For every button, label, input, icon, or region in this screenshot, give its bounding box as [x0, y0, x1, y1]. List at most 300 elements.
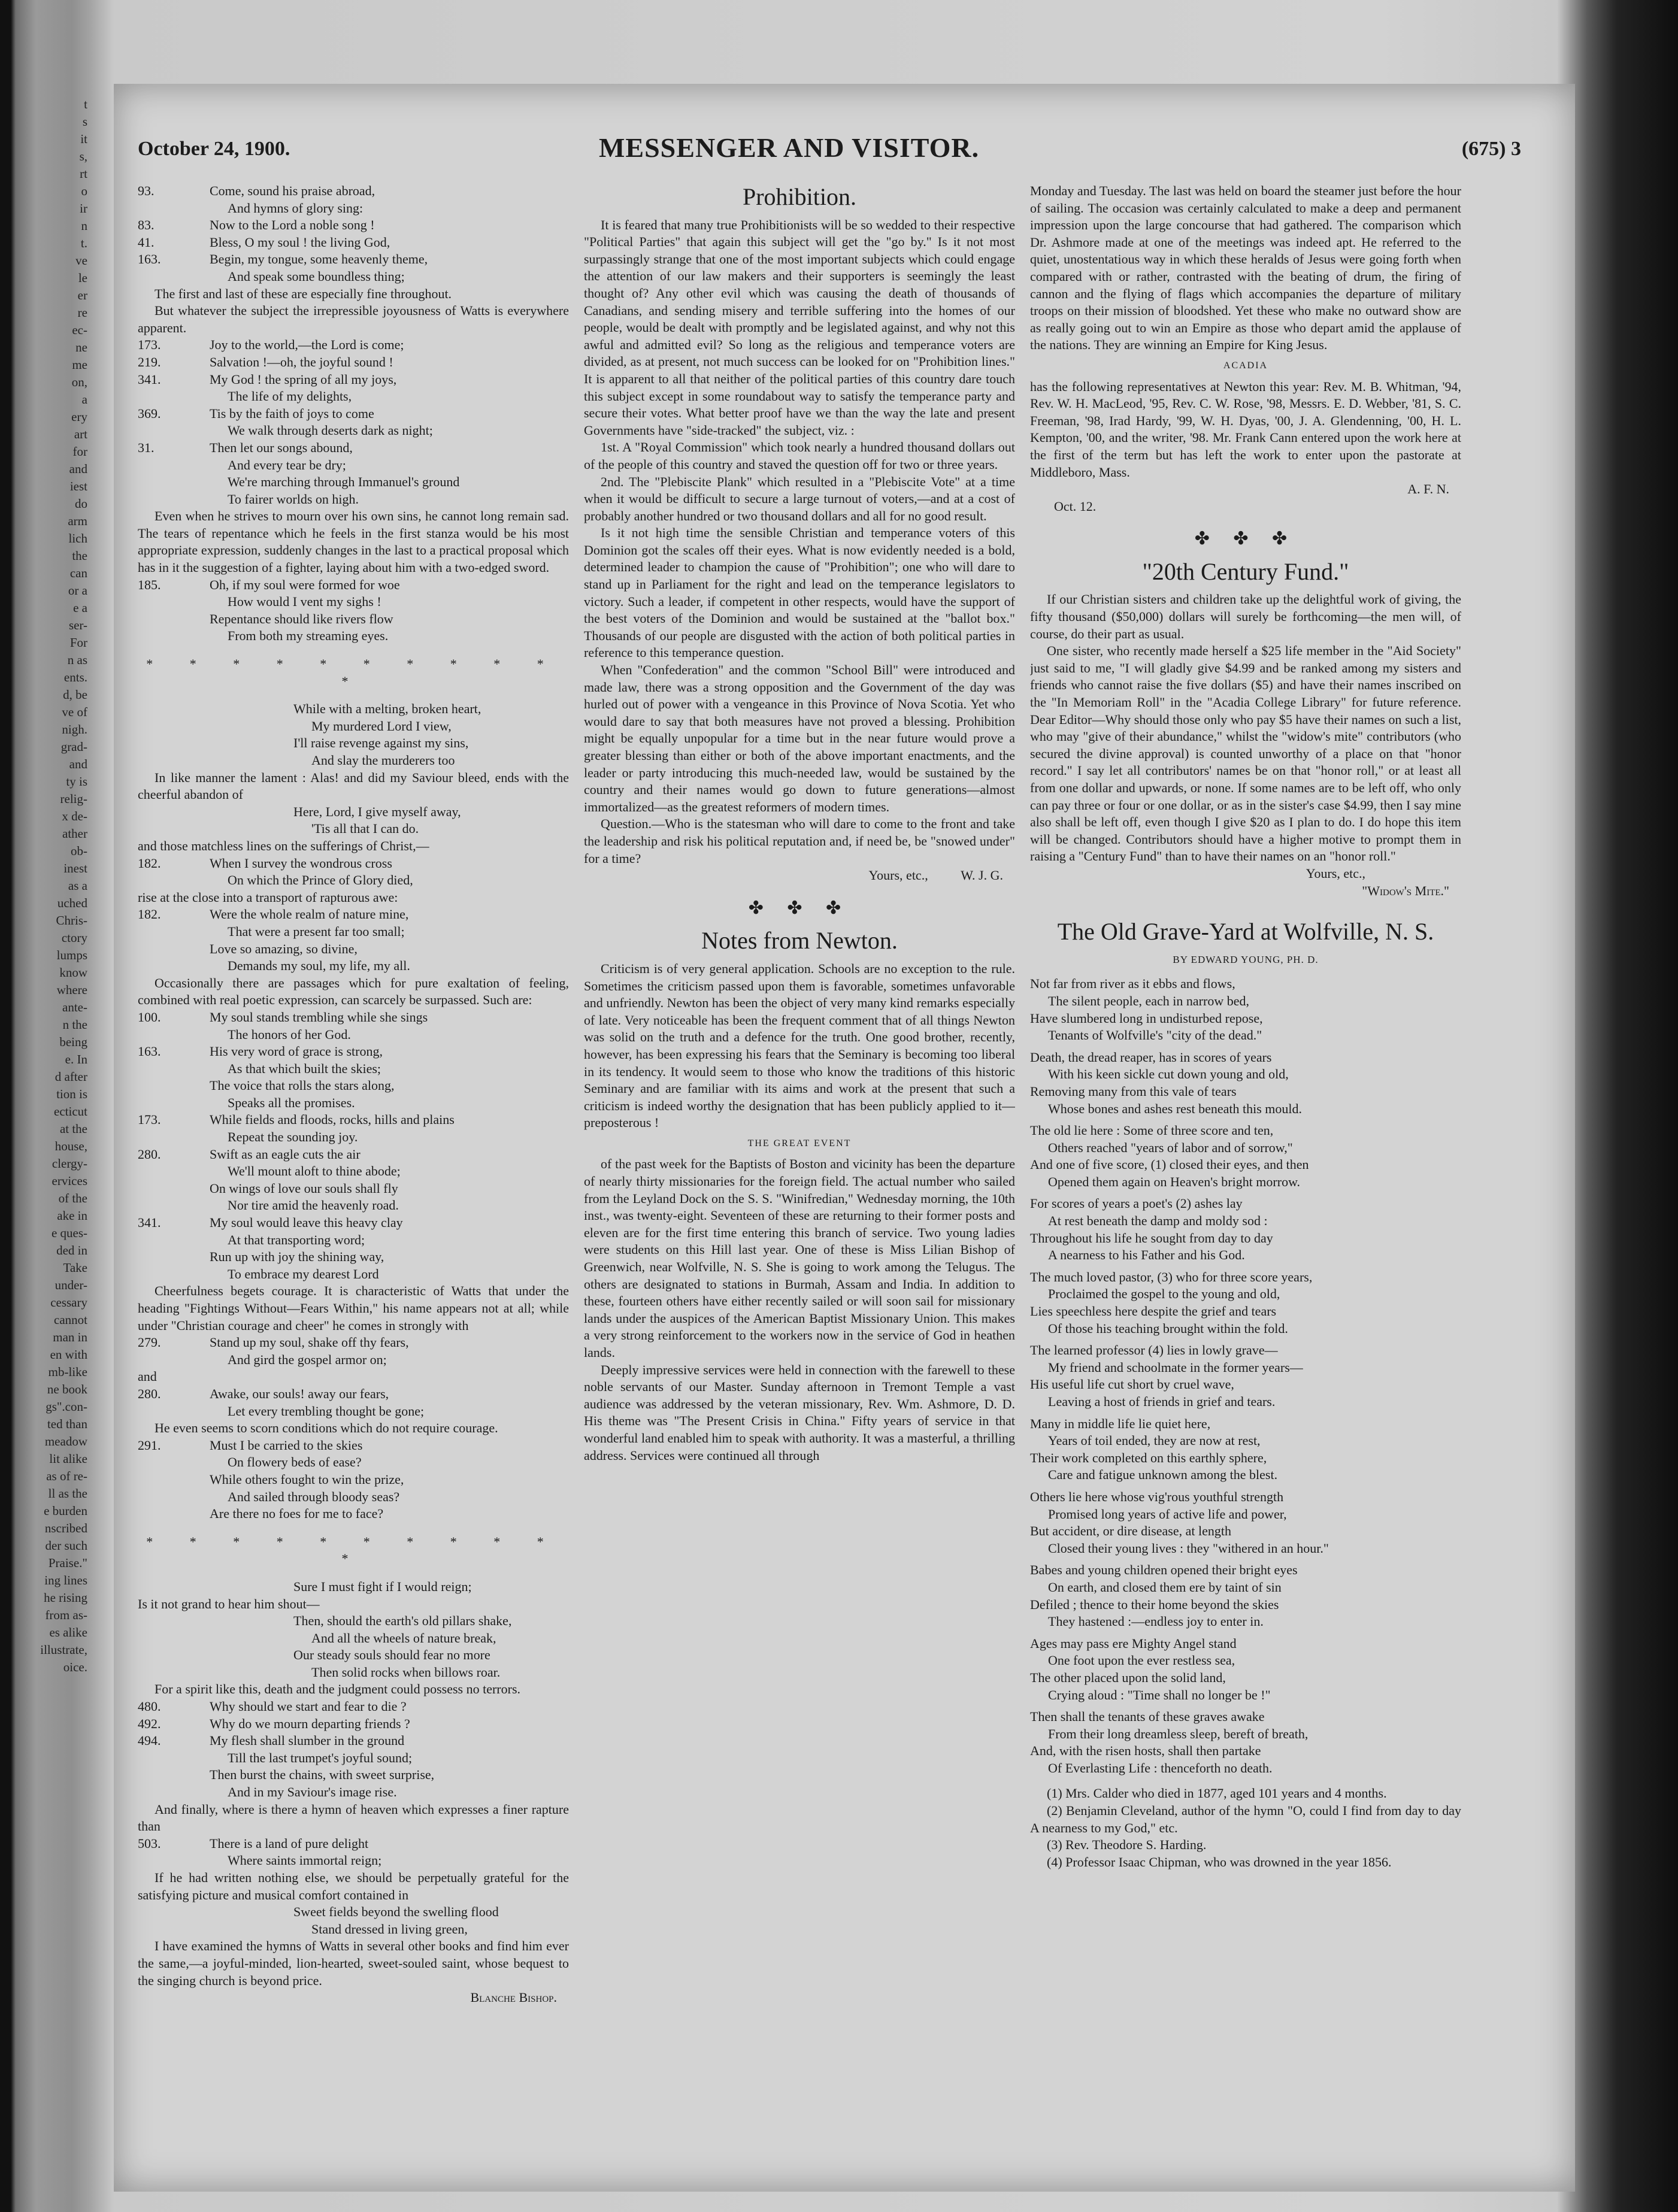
hymn-text: We walk through deserts dark as night;: [228, 423, 433, 438]
hymn-line: [138, 611, 569, 628]
hymn-text: And every tear be dry;: [228, 457, 346, 472]
column-prohibition-newton: [584, 183, 1015, 2165]
poem-line: And all the wheels of nature break,: [311, 1630, 496, 1646]
adjacent-page-strip: [12, 96, 90, 2192]
hymn-text: At that transporting word;: [228, 1232, 365, 1247]
strip-fragment: n the: [62, 1017, 87, 1032]
strip-fragment: inest: [63, 861, 87, 875]
hymn-line: [138, 1060, 569, 1078]
strip-fragment: ecticut: [54, 1104, 87, 1119]
poem-line: They hastened :—endless joy to enter in.: [1048, 1614, 1264, 1629]
hymn-number: [138, 1095, 210, 1112]
strip-fragment: he rising: [44, 1590, 87, 1605]
poem-line: Here, Lord, I give myself away,: [293, 804, 461, 819]
strip-fragment: for: [72, 444, 87, 459]
hymn-text: From both my streaming eyes.: [228, 628, 389, 644]
poem-line: Years of toil ended, they are now at rest,: [1048, 1433, 1261, 1449]
hymn-line: [138, 405, 569, 423]
paragraph: Occasionally there are passages which for pure exaltation of feeling, combined with real poetic expression, can scarcely be surpassed. Such are:: [138, 975, 569, 1008]
strip-fragment: ne: [75, 340, 87, 354]
masthead: [138, 132, 1521, 174]
poem-line: Then, should the earth's old pillars shake,: [293, 1613, 512, 1629]
strip-fragment: d, be: [63, 687, 87, 702]
hymn-line: [138, 1232, 569, 1249]
hymn-text: And gird the gospel armor on;: [228, 1352, 387, 1367]
hymn-text: We'll mount aloft to thine abode;: [228, 1163, 401, 1179]
strip-fragment: arm: [68, 514, 87, 528]
column-fund-graveyard: [1030, 183, 1461, 2165]
poem-line: And, with the risen hosts, shall then partake: [1030, 1743, 1261, 1759]
strip-fragment: being: [59, 1035, 87, 1049]
strip-fragment: n as: [67, 653, 87, 667]
hymn-quotes: [138, 337, 569, 508]
hymn-line: [138, 1437, 569, 1455]
strip-fragment: cessary: [50, 1295, 87, 1310]
strip-fragment: d after: [54, 1069, 87, 1084]
hymn-line: [138, 1852, 569, 1869]
article-body: [584, 960, 1015, 1132]
poem-line: Of those his teaching brought within the fold.: [1048, 1320, 1288, 1336]
strip-fragment: know: [59, 965, 87, 980]
strip-fragment: oice.: [63, 1660, 87, 1674]
hymn-number: [138, 1026, 210, 1044]
poem-line: Have slumbered long in undisturbed repose,: [1030, 1010, 1263, 1026]
poem-line: For scores of years a poet's (2) ashes lay: [1030, 1196, 1243, 1211]
strip-fragment: s: [82, 114, 87, 129]
hymn-line: [138, 1077, 569, 1095]
strip-fragment: ve of: [62, 705, 87, 719]
hymn-line: [138, 1454, 569, 1471]
section-subhead: ACADIA: [1223, 360, 1268, 371]
hymn-line: [138, 1266, 569, 1283]
hymn-text: Till the last trumpet's joyful sound;: [228, 1750, 413, 1765]
hymn-text: As that which built the skies;: [228, 1060, 381, 1076]
section-subhead: THE GREAT EVENT: [747, 1138, 852, 1149]
hymn-text: Awake, our souls! away our fears,: [210, 1386, 389, 1401]
hymn-line: [138, 1352, 569, 1369]
hymn-number: 341.: [138, 1215, 161, 1231]
strip-fragment: Take: [63, 1260, 87, 1275]
poem-line: One foot upon the ever restless sea,: [1048, 1653, 1235, 1668]
poem-line: 'Tis all that I can do.: [311, 821, 419, 837]
strip-fragment: grad-: [60, 740, 87, 754]
strip-fragment: illustrate,: [40, 1643, 87, 1657]
poem-line: The learned professor (4) lies in lowly grave—: [1030, 1343, 1278, 1358]
hymn-quotes: [138, 1009, 569, 1283]
strip-fragment: ser-: [68, 618, 87, 632]
hymn-number: 173.: [138, 1112, 161, 1128]
hymn-line: [138, 268, 569, 286]
article-body: [1030, 378, 1461, 481]
strip-fragment: o: [81, 184, 87, 198]
strip-fragment: as a: [68, 878, 87, 893]
column-watts-hymns: [138, 183, 569, 2165]
hymn-quotes: [138, 1386, 569, 1420]
hymn-number: 83.: [138, 217, 155, 233]
author-signature: Blanche Bishop.: [470, 1990, 557, 2005]
hymn-text: Where saints immortal reign;: [228, 1853, 382, 1868]
hymn-line: [138, 422, 569, 440]
strip-fragment: and: [69, 462, 87, 476]
hymn-text: To fairer worlds on high.: [228, 491, 359, 507]
hymn-text: Love so amazing, so divine,: [210, 941, 358, 956]
hymn-text: And speak some boundless thing;: [228, 268, 405, 284]
hymn-text: On flowery beds of ease?: [228, 1455, 362, 1470]
article-body: [584, 217, 1015, 868]
article-body: [584, 1156, 1015, 1464]
poem-line: My friend and schoolmate in the former years—: [1048, 1359, 1303, 1375]
strip-fragment: ted than: [47, 1417, 87, 1431]
poem-line: Defiled ; thence to their home beyond the skies: [1030, 1596, 1279, 1612]
hymn-text: That were a present far too small;: [228, 923, 405, 939]
poem-line: [1030, 1337, 1461, 1342]
poem-line: Others reached "years of labor and of sorrow,": [1048, 1140, 1293, 1155]
hymn-number: [138, 1180, 210, 1198]
strip-fragment: er: [77, 288, 87, 302]
hymn-number: [138, 1077, 210, 1095]
poem-line: Closed their young lives : they "withered in an hour.": [1048, 1540, 1329, 1556]
poem-line: [1030, 1190, 1461, 1195]
poem-line: Proclaimed the gospel to the young and old,: [1048, 1286, 1280, 1302]
strip-fragment: gs".con-: [46, 1399, 87, 1414]
hymn-number: [138, 923, 210, 941]
poem-line: Leaving a host of friends in grief and tears.: [1048, 1394, 1276, 1409]
poem-line: Our steady souls should fear no more: [293, 1647, 490, 1663]
hymn-text: Now to the Lord a noble song !: [210, 217, 375, 233]
strip-fragment: ake in: [57, 1208, 87, 1223]
poem-line: [1030, 1117, 1461, 1122]
hymn-text: And in my Saviour's image rise.: [228, 1784, 397, 1800]
poem-line: Care and fatigue unknown among the blest.: [1048, 1467, 1278, 1483]
hymn-line: [138, 1784, 569, 1801]
hymn-number: 185.: [138, 577, 161, 592]
hymn-text: Joy to the world,—the Lord is come;: [210, 337, 404, 353]
hymn-number: [138, 388, 210, 405]
poem-line: [1030, 1484, 1461, 1489]
paragraph: Monday and Tuesday. The last was held on board the steamer just before the hour of sailing. The occasion was certainly calculated to make a deep and permanent impression upon the large concourse that had gathered. The comparison which Dr. Ashmore made at one of the meetings was indeed apt. He referred to the quiet, unostentatious way in which these heralds of Jesus were going forth when compared with or rather, contrasted with the beating of drum, the firing of cannon and the flying of flags which accompanies the departure of military troops on their mission of bloodshed. Yet these who make no outward show are as really going out to win an Empire as those who depart amid the applause of the nations. They are winning an Empire for King Jesus.: [1030, 183, 1461, 353]
hymn-number: [138, 422, 210, 440]
poem-line: Others lie here whose vig'rous youthful strength: [1030, 1489, 1284, 1504]
poem-line: But accident, or dire disease, at length: [1030, 1523, 1231, 1539]
strip-fragment: a: [81, 392, 87, 407]
hymn-text: On wings of love our souls shall fly: [210, 1180, 398, 1196]
paragraph: rise at the close into a transport of rapturous awe:: [138, 889, 398, 905]
hymn-text: Run up with joy the shining way,: [210, 1249, 384, 1265]
strip-fragment: Chris-: [56, 913, 87, 928]
hymn-number: 480.: [138, 1699, 161, 1714]
dateline: Oct. 12.: [1054, 498, 1097, 514]
poem-line: The silent people, each in narrow bed,: [1048, 993, 1249, 1008]
poem-line: Babes and young children opened their bright eyes: [1030, 1562, 1298, 1578]
strip-fragment: ob-: [71, 844, 87, 858]
paragraph: And finally, where is there a hymn of heaven which expresses a finer rapture than: [138, 1801, 569, 1834]
ornament-separator: ✤ ✤ ✤: [1194, 529, 1297, 549]
strip-fragment: n: [81, 219, 87, 233]
strip-fragment: s,: [79, 149, 87, 163]
paragraph: In like manner the lament : Alas! and did my Saviour bleed, ends with the cheerful abandon of: [138, 769, 569, 802]
poem-line: [1030, 1411, 1461, 1416]
hymn-text: Tis by the faith of joys to come: [210, 405, 374, 421]
hymn-text: The honors of her God.: [228, 1026, 351, 1042]
strip-fragment: lit alike: [49, 1452, 87, 1466]
strip-fragment: der such: [45, 1538, 87, 1553]
poem-line: Whose bones and ashes rest beneath this mould.: [1048, 1101, 1303, 1116]
hymn-line: [138, 1750, 569, 1767]
hymn-number: [138, 457, 210, 474]
article-heading: "20th Century Fund.": [1142, 557, 1349, 585]
star-separator: * * * * * * * * * * *: [146, 1534, 561, 1566]
poem-line: Death, the dread reaper, has in scores of years: [1030, 1049, 1272, 1065]
hymn-quotes: [138, 1698, 569, 1801]
hymn-quotes: [138, 906, 569, 974]
hymn-number: [138, 593, 210, 611]
paragraph: Is it not high time the sensible Christian and temperance voters of this Dominion got the scales off their eyes. What is now evidently needed is a bold, determined leader to champion the cause of "Prohibition"; one who will dare to stand up in Parliament for the right and lead on the temperance legislators to victory. Such a leader, if competent in other respects, would have the support of the best voters of the Dominion and would be sustained at the "ballot box." Thousands of our people are disgusted with the action of both political parties in reference to this temperance question.: [584, 525, 1015, 660]
hymn-text: To embrace my dearest Lord: [228, 1266, 379, 1281]
hymn-line: [138, 1386, 569, 1403]
strip-fragment: t: [84, 97, 87, 111]
hymn-text: There is a land of pure delight: [210, 1835, 369, 1851]
strip-fragment: cannot: [54, 1313, 87, 1327]
poem-quote: [138, 701, 569, 769]
hymn-line: [138, 941, 569, 958]
hymn-number: [138, 1163, 210, 1180]
hymn-number: [138, 1471, 210, 1489]
strip-fragment: re: [77, 305, 87, 320]
hymn-text: Swift as an eagle cuts the air: [210, 1146, 361, 1162]
hymn-text: While fields and floods, rocks, hills and plains: [210, 1112, 455, 1128]
poem-line: And one of five score, (1) closed their eyes, and then: [1030, 1157, 1309, 1172]
hymn-line: [138, 1197, 569, 1214]
hymn-quotes: [138, 1437, 569, 1523]
hymn-line: [138, 577, 569, 594]
hymn-number: [138, 1352, 210, 1369]
article-heading: Prohibition.: [742, 183, 857, 210]
hymn-line: [138, 628, 569, 645]
paragraph: Even when he strives to mourn over his own sins, he cannot long remain sad. The tears of repentance which he feels in the first stanza would be his most appropriate expression, suddenly changes in the last to a practical proposal which has in it the suggestion of a fighter, laying about him with a two-edged sword.: [138, 508, 569, 575]
hymn-number: 93.: [138, 183, 155, 198]
hymn-text: The life of my delights,: [228, 389, 352, 404]
byline: BY EDWARD YOUNG, PH. D.: [1173, 953, 1319, 965]
strip-fragment: e a: [73, 601, 87, 615]
hymn-number: 341.: [138, 371, 161, 387]
poem-line: Lies speechless here despite the grief and tears: [1030, 1304, 1277, 1319]
strip-fragment: ty is: [66, 774, 87, 789]
hymn-number: [138, 611, 210, 628]
hymn-number: 182.: [138, 855, 161, 871]
hymn-text: The voice that rolls the stars along,: [210, 1078, 395, 1093]
hymn-line: [138, 251, 569, 268]
strip-fragment: mb-like: [48, 1365, 87, 1379]
poem-line: Removing many from this vale of tears: [1030, 1083, 1237, 1099]
poem-line: Not far from river as it ebbs and flows,: [1030, 976, 1235, 992]
hymn-text: Were the whole realm of nature mine,: [210, 907, 409, 922]
hymn-line: [138, 1732, 569, 1750]
poem-line: My murdered Lord I view,: [311, 718, 452, 734]
strip-fragment: ather: [62, 826, 87, 841]
hymn-number: 163.: [138, 1044, 161, 1059]
poem-line: While with a melting, broken heart,: [293, 701, 481, 717]
poem-line: Then shall the tenants of these graves awake: [1030, 1709, 1265, 1725]
hymn-line: [138, 1043, 569, 1060]
hymn-number: 280.: [138, 1386, 161, 1401]
strip-fragment: man in: [53, 1330, 87, 1344]
letter-signature: Yours, etc., W. J. G.: [868, 868, 1003, 883]
strip-fragment: ve: [75, 253, 87, 268]
hymn-number: 280.: [138, 1146, 161, 1162]
poem-line: At rest beneath the damp and moldy sod :: [1048, 1213, 1268, 1229]
poem-line: [1030, 1631, 1461, 1635]
poem-line: Stand dressed in living green,: [311, 1921, 468, 1937]
strip-fragment: ervices: [52, 1174, 87, 1188]
paragraph: Criticism is of very general application. Schools are no exception to the rule. Sometimes the criticism passed upon them is favorable, sometimes unfavorable and unfriendly. Newton has been the object of very many kind remarks especially of late. Very noticeable has been the frequent comment that of all things Newton was solid on the truth and a defence for the truth. One good brother, recently, however, has been expressing his fears that the Seminary is becoming too liberal in its tendency. It would seem to those who know the traditions of this historic Seminary and are familiar with its aims and work at the present that such a criticism is indeed worthy the designation that has been publicly applied to it—preposterous !: [584, 960, 1015, 1131]
article-heading: The Old Grave-Yard at Wolfville, N. S.: [1057, 918, 1434, 946]
paragraph: and those matchless lines on the sufferings of Christ,—: [138, 838, 429, 853]
hymn-number: 503.: [138, 1835, 161, 1851]
publication-title: MESSENGER AND VISITOR.: [599, 132, 980, 163]
hymn-line: [138, 337, 569, 354]
hymn-number: [138, 200, 210, 217]
hymn-number: [138, 1249, 210, 1266]
strip-fragment: ante-: [62, 1000, 87, 1014]
hymn-quotes: [138, 577, 569, 645]
strip-fragment: ded in: [56, 1243, 87, 1257]
hymn-number: [138, 491, 210, 508]
hymn-text: Then burst the chains, with sweet surprise,: [210, 1767, 435, 1783]
poem-quote: [138, 1578, 569, 1596]
footnote: (1) Mrs. Calder who died in 1877, aged 101 years and 4 months.: [1047, 1786, 1387, 1801]
strip-fragment: meadow: [44, 1434, 87, 1449]
strip-fragment: ec-: [72, 323, 87, 337]
poem-line: The much loved pastor, (3) who for three score years,: [1030, 1269, 1313, 1284]
hymn-text: Salvation !—oh, the joyful sound !: [210, 354, 393, 369]
hymn-number: 219.: [138, 354, 161, 369]
poem-line: The old lie here : Some of three score and ten,: [1030, 1123, 1274, 1138]
strip-fragment: or a: [68, 583, 87, 598]
poem-line: Then solid rocks when billows roar.: [311, 1664, 501, 1680]
poem-line: His useful life cut short by cruel wave,: [1030, 1377, 1234, 1392]
hymn-quotes: [138, 855, 569, 889]
poem-line: [1030, 1704, 1461, 1708]
hymn-line: [138, 1698, 569, 1716]
hymn-line: [138, 474, 569, 491]
strip-fragment: me: [72, 357, 87, 372]
paragraph: of the past week for the Baptists of Boston and vicinity has been the departure of nearly thirty missionaries for the foreign field. The actual number who sailed from the Leyland Dock on the S. S. "Winifredian," Wednesday morning, the 10th inst., was twenty-eight. Seventeen of these are returning to their former posts and eleven are for the first time entering this branch of service. Two young ladies were students on this Hill last year. One of these is Miss Lilian Bishop of Greenwich, near Wolfville, N. S. She is going to work among the Telugus. The others are designated to stations in Burmah, Assam and India. In addition to these, fourteen others have either recently sailed or will soon sail for missionary lands under the auspices of the American Baptist Missionary Union. This makes a very strong reinforcement to the workers now in the service of God in heathen lands.: [584, 1156, 1015, 1360]
strip-fragment: es alike: [49, 1625, 87, 1640]
strip-fragment: lich: [68, 531, 87, 546]
strip-fragment: as of re-: [46, 1469, 87, 1483]
hymn-quotes: [138, 183, 569, 286]
hymn-line: [138, 371, 569, 389]
hymn-number: [138, 1129, 210, 1146]
strip-fragment: e. In: [65, 1052, 87, 1066]
hymn-number: [138, 1852, 210, 1869]
hymn-number: [138, 1266, 210, 1283]
strip-fragment: e burden: [44, 1504, 87, 1518]
poem-line: With his keen sickle cut down young and old,: [1048, 1066, 1289, 1082]
hymn-line: [138, 1489, 569, 1506]
hymn-line: [138, 1471, 569, 1489]
hymn-text: Nor tire amid the heavenly road.: [228, 1198, 399, 1213]
strip-fragment: the: [72, 549, 87, 563]
hymn-line: [138, 855, 569, 872]
hymn-line: [138, 1505, 569, 1523]
poem-line: A nearness to his Father and his God.: [1048, 1247, 1245, 1263]
hymn-line: [138, 1163, 569, 1180]
paragraph: One sister, who recently made herself a $25 life member in the "Aid Society" just said to me, "I will gladly give $4.99 and be ranked among my sisters and friends who cannot raise the five dollars ($5) and have their names inscribed on the "In Memoriam Roll" in the "Acadia College Library" for future reference. Dear Editor—Why should those only who pay $5 have their names on such a list, who may "give of their abundance," whilst the "widow's mite" contributors (who secured the divine approval) is counted unworthy of a place on that "honor record." I say let all contributors' names be on that "honor roll," or at least all from one dollar and upwards, or none. If some names are to be left off, who only can pay three or four or one dollar, or as in the sister's case $4.99, then I say mine also shall be left off, even though I give $20 as I plan to do. I do hope this item will be changed. Contributors should have a higher motive to prompt them in raising a "Century Fund" than to have their names on an "honor roll.": [1030, 643, 1461, 864]
hymn-number: [138, 957, 210, 975]
hymn-text: Must I be carried to the skies: [210, 1437, 363, 1453]
hymn-number: [138, 1784, 210, 1801]
hymn-line: [138, 1403, 569, 1420]
hymn-number: 163.: [138, 251, 161, 267]
paragraph: If our Christian sisters and children take up the delightful work of giving, the fifty thousand ($50,000) dollars will surely be forthcoming—the men will, of course, do their part as usual.: [1030, 592, 1461, 641]
strip-fragment: do: [75, 496, 87, 511]
poem-line: Sure I must fight if I would reign;: [293, 1578, 472, 1594]
hymn-text: And sailed through bloody seas?: [228, 1489, 400, 1504]
hymn-line: [138, 1214, 569, 1232]
hymn-text: Come, sound his praise abroad,: [210, 183, 375, 198]
poem-line: Sweet fields beyond the swelling flood: [293, 1904, 499, 1920]
strip-fragment: iest: [69, 479, 87, 493]
paragraph: I have examined the hymns of Watts in several other books and find him ever the same,—a joyful-minded, lion-hearted, sweet-souled saint, whose bequest to the singing church is beyond price.: [138, 1938, 569, 1988]
strip-fragment: where: [56, 983, 87, 997]
strip-fragment: e ques-: [51, 1226, 87, 1240]
poem-line: [1030, 1264, 1461, 1269]
strip-fragment: For: [69, 635, 87, 650]
hymn-text: Repeat the sounding joy.: [228, 1129, 358, 1145]
strip-fragment: en with: [50, 1347, 87, 1362]
paragraph: For a spirit like this, death and the judgment could possess no terrors.: [155, 1681, 521, 1697]
poem-line: Many in middle life lie quiet here,: [1030, 1416, 1211, 1431]
hymn-line: [138, 1146, 569, 1163]
hymn-line: [138, 1180, 569, 1198]
poem-line: Ages may pass ere Mighty Angel stand: [1030, 1635, 1237, 1651]
hymn-line: [138, 1009, 569, 1026]
hymn-number: [138, 1232, 210, 1249]
strip-fragment: ctory: [61, 931, 87, 945]
hymn-number: [138, 1197, 210, 1214]
hymn-text: My God ! the spring of all my joys,: [210, 371, 397, 387]
hymn-quotes: [138, 1334, 569, 1368]
strip-fragment: tion is: [56, 1087, 87, 1101]
hymn-quotes: [138, 1835, 569, 1869]
footnote: (3) Rev. Theodore S. Harding.: [1047, 1837, 1207, 1853]
hymn-number: [138, 1403, 210, 1420]
footnotes: [1030, 1785, 1461, 1871]
article-body: [1030, 591, 1461, 865]
paragraph: Cheerfulness begets courage. It is characteristic of Watts that under the heading "Fightings Without—Fears Within," his name appears not at all; while under "Christian courage and cheer" he comes in strongly with: [138, 1283, 569, 1333]
strip-fragment: ing lines: [44, 1573, 87, 1587]
paragraph: He even seems to scorn conditions which do not require courage.: [155, 1420, 498, 1436]
hymn-line: [138, 1249, 569, 1266]
hymn-number: 41.: [138, 234, 155, 250]
strip-fragment: nscribed: [44, 1521, 87, 1535]
hymn-number: 100.: [138, 1009, 161, 1025]
poem-line: On earth, and closed them ere by taint of sin: [1048, 1579, 1282, 1595]
hymn-line: [138, 1095, 569, 1112]
hymn-text: Demands my soul, my life, my all.: [228, 958, 410, 974]
strip-fragment: t.: [80, 236, 87, 250]
hymn-text: Speaks all the promises.: [228, 1095, 355, 1110]
strip-fragment: it: [80, 132, 87, 146]
hymn-number: 492.: [138, 1716, 161, 1731]
strip-fragment: ents.: [63, 670, 87, 684]
hymn-number: [138, 1766, 210, 1784]
poem-line: The other placed upon the solid land,: [1030, 1669, 1226, 1685]
hymn-number: 291.: [138, 1437, 161, 1453]
hymn-line: [138, 906, 569, 923]
hymn-line: [138, 457, 569, 474]
